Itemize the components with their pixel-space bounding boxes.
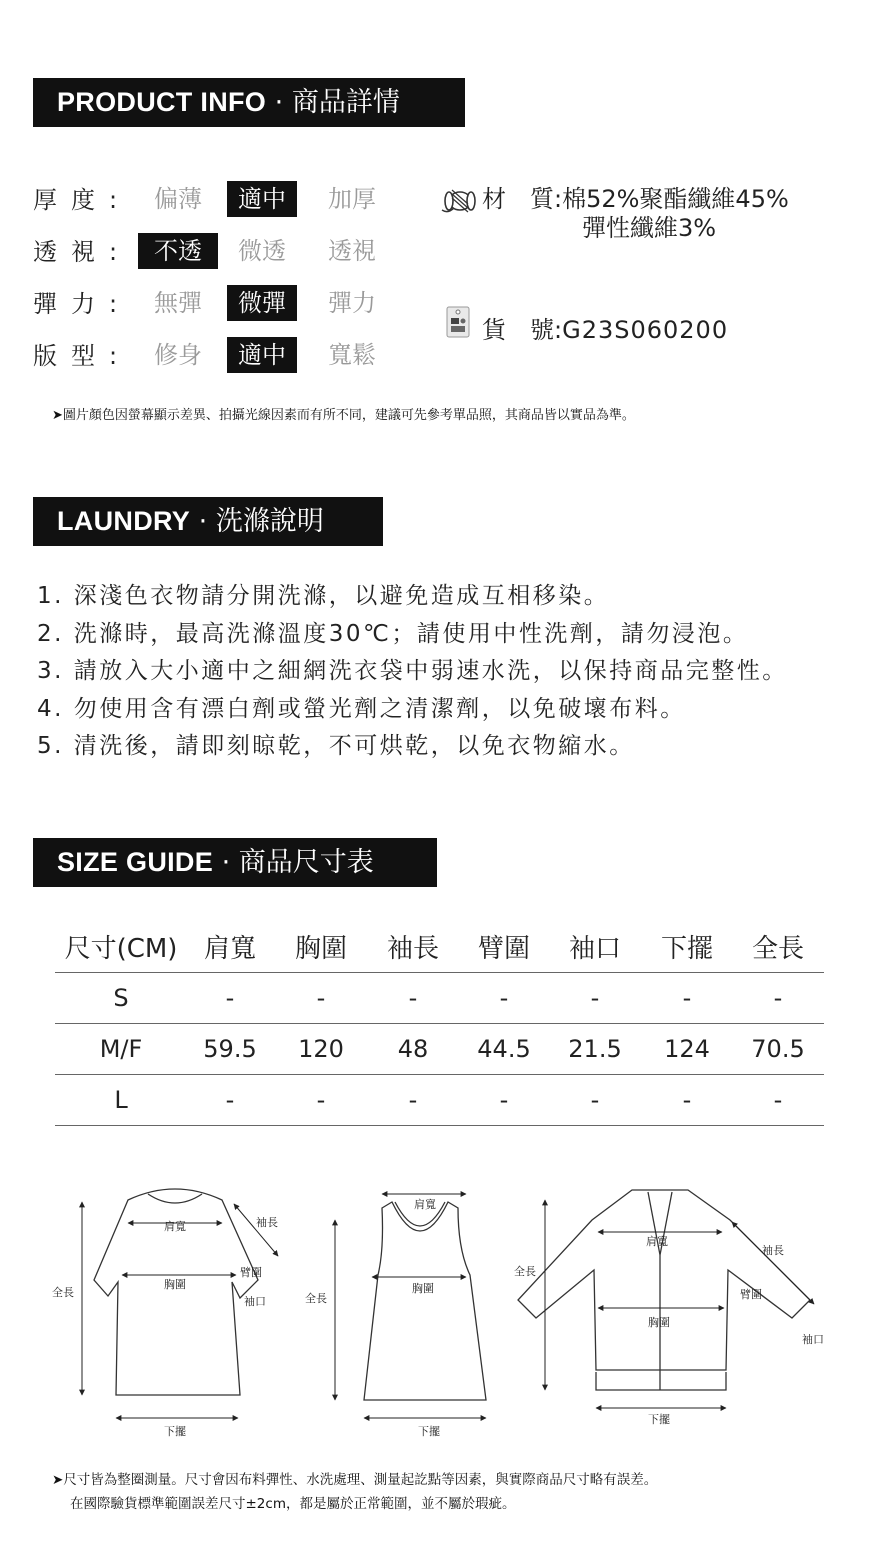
label-chest: 胸圍: [412, 1282, 434, 1295]
attribute-option: 透視: [328, 237, 376, 265]
size-table-cell: 59.5: [203, 1035, 257, 1063]
label-shoulder: 肩寬: [164, 1220, 186, 1233]
size-table-header-cell: 袖長: [386, 934, 439, 964]
size-table-header-cell: 臂圍: [477, 934, 530, 964]
size-table-cell: L: [114, 1086, 128, 1114]
size-table-header-row: [55, 922, 824, 973]
size-guide-header: [33, 838, 437, 887]
size-table-cell: -: [773, 1086, 783, 1114]
size-table-row: [55, 1024, 824, 1075]
product-info-header-en: PRODUCT INFO: [57, 87, 267, 117]
garment-diagrams: [0, 1180, 876, 1450]
label-arm: 臂圍: [240, 1266, 262, 1279]
size-table-cell: M/F: [99, 1035, 143, 1063]
price-tag-icon: [444, 304, 472, 340]
size-table-cell: 124: [664, 1035, 710, 1063]
color-note: ➤圖片顏色因螢幕顯示差異、拍攝光線因素而有所不同，建議可先參考單品照，其商品皆以實品為準。: [52, 408, 635, 423]
label-chest: 胸圍: [648, 1316, 670, 1329]
label-arm: 臂圍: [740, 1288, 762, 1301]
size-table-cell: -: [316, 1086, 326, 1114]
material-line1: 棉52%聚酯纖維45%: [562, 185, 789, 213]
size-table-cell: 21.5: [568, 1035, 622, 1063]
size-table-cell: 44.5: [477, 1035, 531, 1063]
label-sleeve: 袖長: [762, 1244, 784, 1257]
label-hem: 下擺: [164, 1425, 186, 1438]
size-table-cell: -: [408, 1086, 418, 1114]
laundry-item: 1. 深淺色衣物請分開洗滌，以避免造成互相移染。: [37, 583, 610, 609]
attribute-option: 彈力: [328, 289, 376, 317]
label-cuff: 袖口: [244, 1295, 266, 1308]
material-line2: 彈性纖維3%: [582, 214, 717, 242]
size-table-header-cell: 胸圍: [294, 934, 347, 964]
size-guide-header-en: SIZE GUIDE: [57, 847, 214, 877]
material-label: 材 質:: [482, 185, 563, 213]
size-table-cell: -: [773, 984, 783, 1012]
label-shoulder: 肩寬: [414, 1198, 436, 1211]
product-info-header: [33, 78, 465, 127]
laundry-item: 3. 請放入大小適中之細網洗衣袋中弱速水洗，以保持商品完整性。: [37, 658, 788, 684]
laundry-item: 5. 清洗後，請即刻晾乾，不可烘乾，以免衣物縮水。: [37, 733, 635, 759]
size-table-row: [55, 973, 824, 1024]
size-table: [55, 922, 824, 1126]
size-table-header-cell: 下擺: [660, 934, 713, 964]
size-note-2: 在國際驗貨標準範圍誤差尺寸±2cm，都是屬於正常範圍，並不屬於瑕疵。: [70, 1496, 516, 1512]
laundry-item: 4. 勿使用含有漂白劑或螢光劑之清潔劑，以免破壞布料。: [37, 695, 686, 722]
size-table-header-cell: 袖口: [568, 934, 621, 964]
size-table-cell: -: [682, 984, 692, 1012]
laundry-header-zh: · 洗滌說明: [190, 506, 324, 537]
label-length: 全長: [514, 1265, 536, 1278]
size-table-row: [55, 1075, 824, 1126]
size-table-cell: -: [499, 1086, 509, 1114]
size-table-header-cell: 尺寸(CM): [64, 934, 178, 964]
label-hem: 下擺: [648, 1413, 670, 1426]
attribute-option-selected: 適中: [227, 181, 297, 217]
laundry-header: [33, 497, 383, 546]
label-sleeve: 袖長: [256, 1216, 278, 1229]
label-shoulder: 肩寬: [646, 1235, 668, 1248]
size-table-cell: -: [408, 984, 418, 1012]
item-no-label: 貨 號:: [482, 316, 563, 344]
size-table-cell: -: [225, 984, 235, 1012]
size-note-1: ➤尺寸皆為整圈測量。尺寸會因布料彈性、水洗處理、測量起訖點等因素，與實際商品尺寸略有誤差。: [52, 1472, 658, 1488]
label-cuff: 袖口: [802, 1333, 824, 1346]
label-chest: 胸圍: [164, 1278, 186, 1291]
size-table-header-cell: 全長: [751, 934, 804, 964]
attribute-label: 厚度:: [33, 186, 132, 214]
yarn-spool-icon: [440, 186, 478, 216]
size-table-cell: -: [225, 1086, 235, 1114]
size-table-cell: 48: [397, 1035, 429, 1063]
size-table-cell: -: [316, 984, 326, 1012]
attribute-option: 修身: [154, 341, 202, 369]
size-table-cell: 70.5: [751, 1035, 805, 1063]
size-table-cell: -: [499, 984, 509, 1012]
size-guide-header-zh: · 商品尺寸表: [213, 847, 374, 878]
label-length: 全長: [52, 1286, 74, 1299]
size-table-header-cell: 肩寬: [203, 934, 256, 964]
laundry-list: [37, 578, 788, 766]
label-length: 全長: [305, 1292, 327, 1305]
attribute-label: 版型:: [33, 342, 132, 370]
attribute-option: 微透: [238, 237, 286, 265]
attribute-option-selected: 微彈: [227, 285, 297, 321]
size-table-cell: -: [590, 1086, 600, 1114]
attribute-option: 偏薄: [154, 185, 202, 213]
size-table-cell: -: [590, 984, 600, 1012]
laundry-header-en: LAUNDRY: [57, 506, 191, 536]
laundry-item: 2. 洗滌時，最高洗滌溫度30℃；請使用中性洗劑，請勿浸泡。: [37, 620, 749, 647]
attribute-label: 透視:: [33, 238, 132, 266]
product-info-header-zh: · 商品詳情: [266, 87, 400, 118]
size-table-cell: S: [113, 984, 129, 1012]
item-no: G23S060200: [562, 316, 729, 344]
label-hem: 下擺: [418, 1425, 440, 1438]
attribute-option-selected: 適中: [227, 337, 297, 373]
size-table-cell: -: [682, 1086, 692, 1114]
attribute-option: 加厚: [328, 185, 376, 213]
attribute-option-selected: 不透: [138, 233, 218, 269]
attribute-option: 無彈: [154, 289, 202, 317]
attribute-label: 彈力:: [33, 290, 132, 318]
size-table-cell: 120: [298, 1035, 344, 1063]
attribute-option: 寬鬆: [328, 341, 376, 369]
